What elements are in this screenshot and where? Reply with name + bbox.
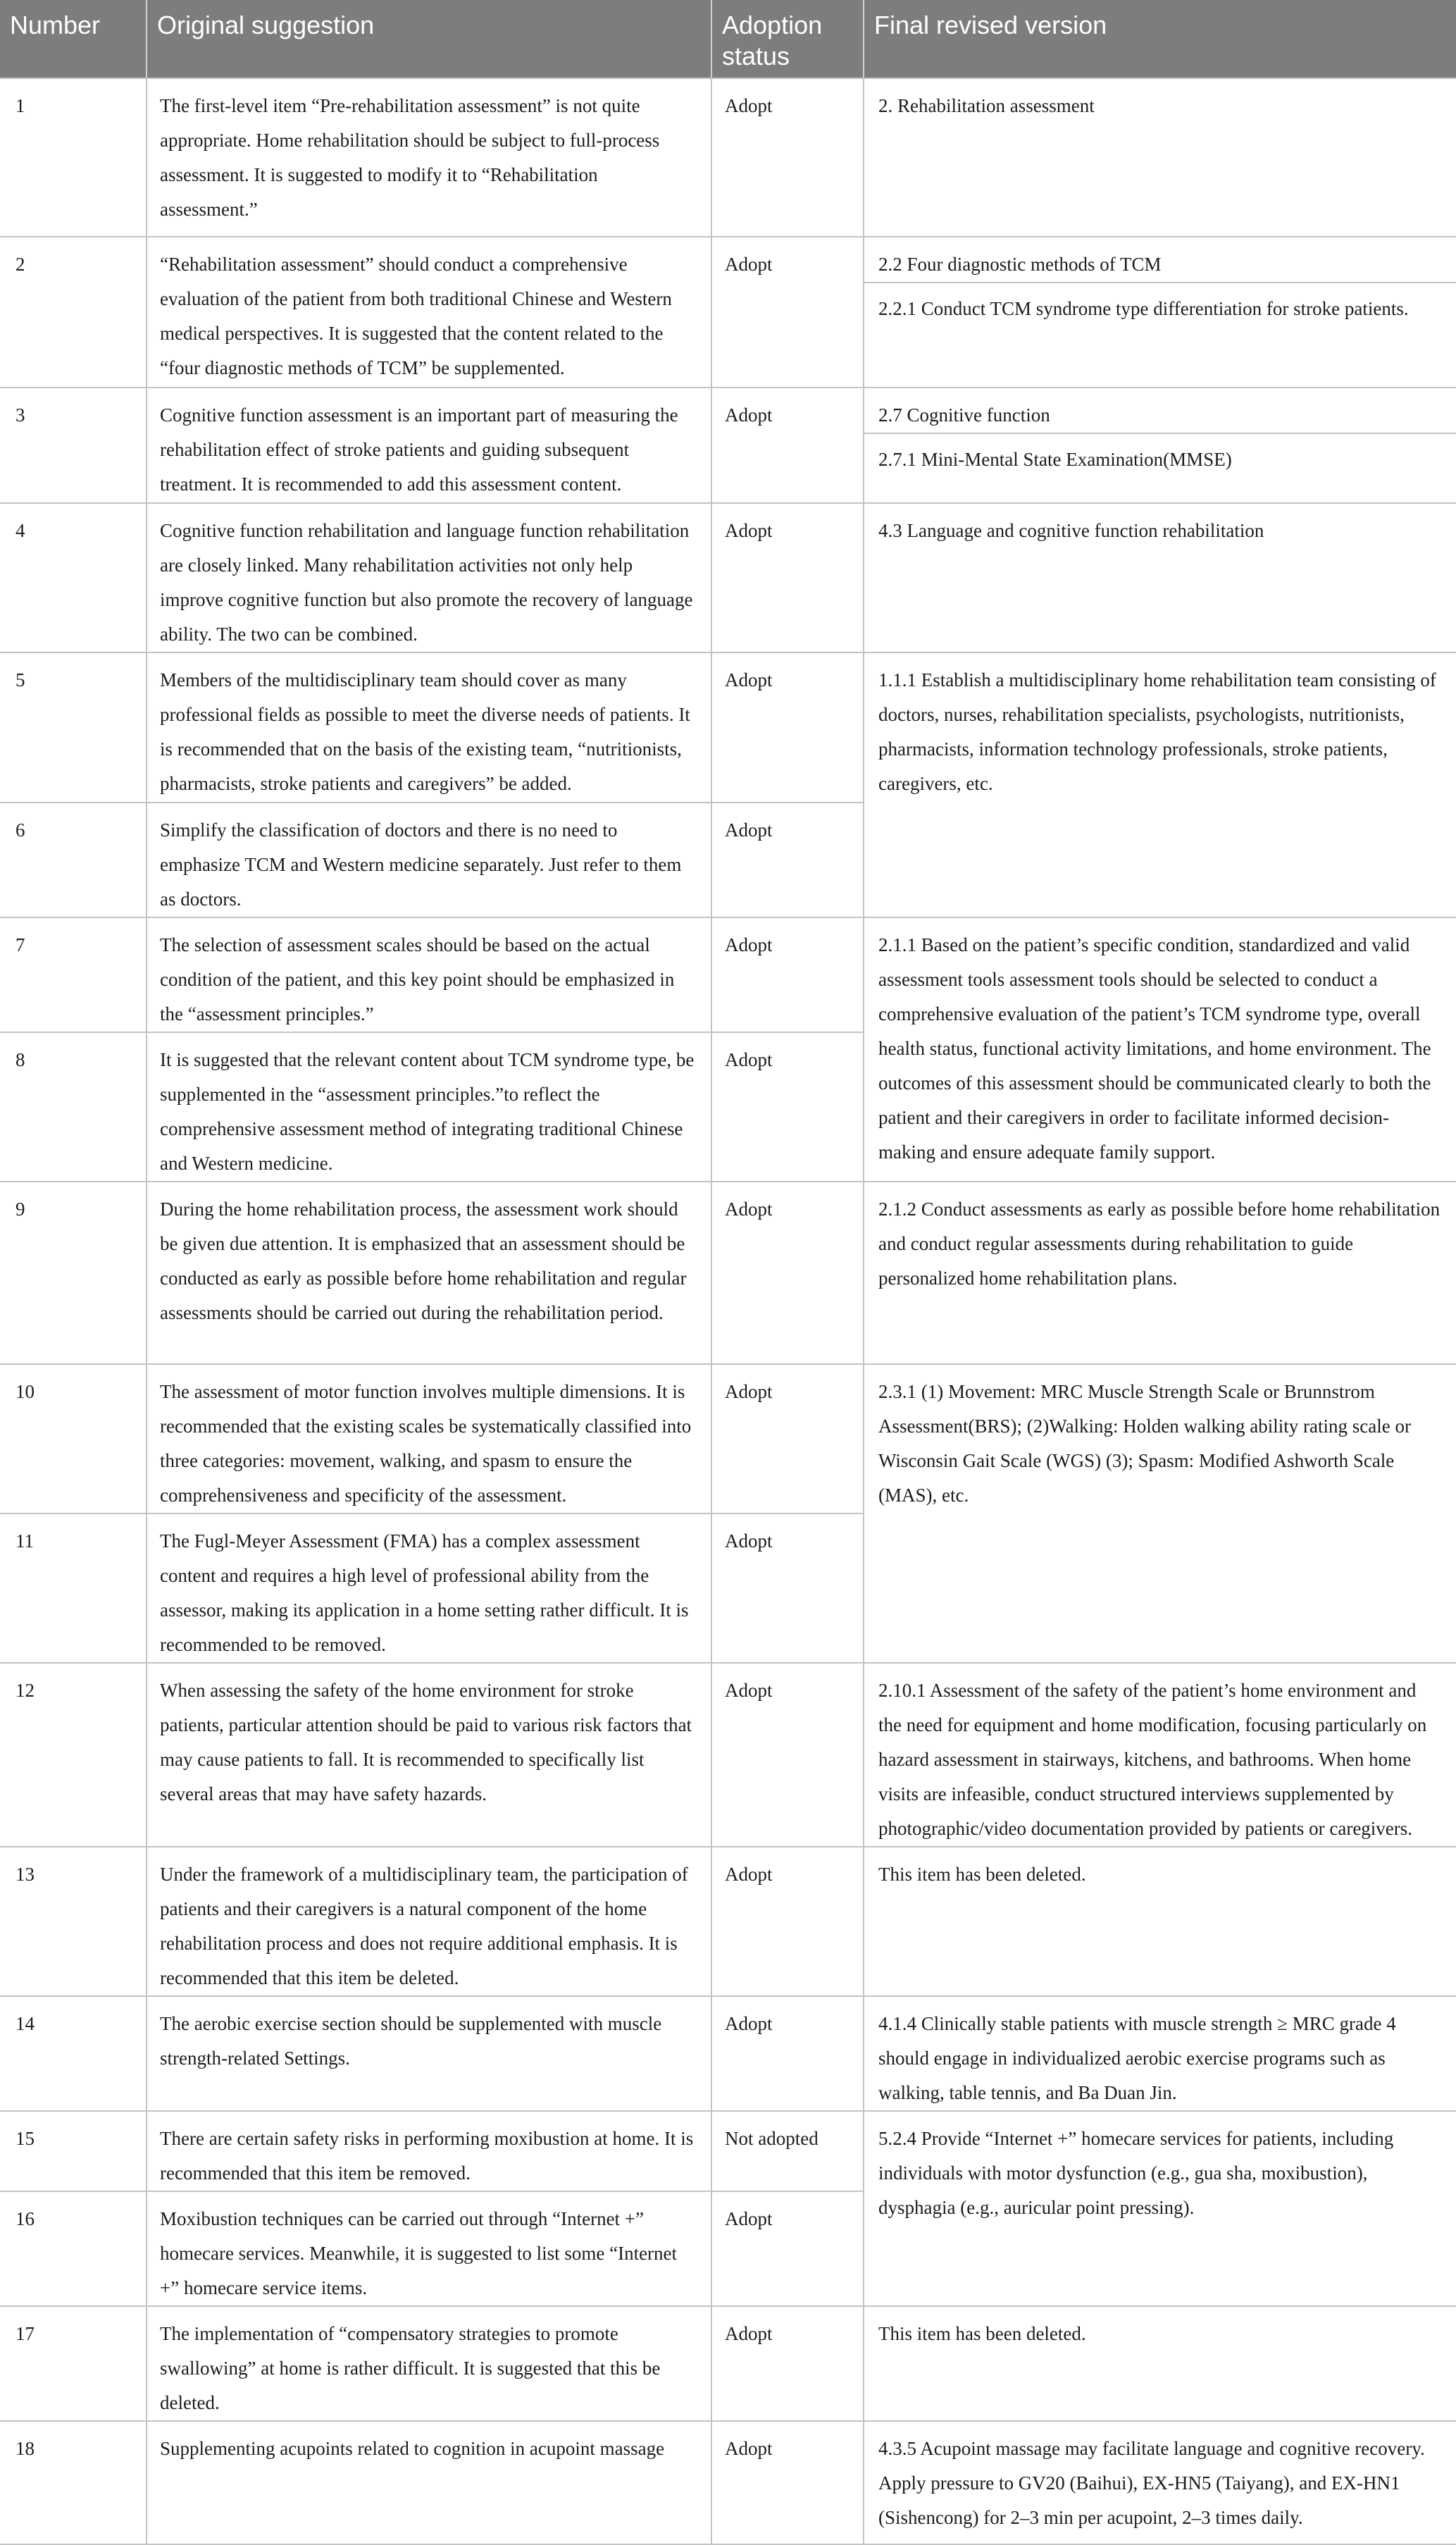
row-suggestion: Members of the multidisciplinary team should cover as many professional fields as possible to meet the diverse needs of patients. It is recommended that on the basis of the existing team, “nutritionists, pharmacists, stroke patients and caregivers” be added. <box>147 652 711 803</box>
table-row <box>0 1663 1456 1847</box>
row-status: Adopt <box>711 1996 864 2111</box>
row-number: 14 <box>0 1996 147 2111</box>
row-status: Adopt <box>711 1847 864 1996</box>
row-status: Adopt <box>711 652 864 803</box>
header-adoption-status: Adoption status <box>711 0 864 78</box>
row-suggestion: It is suggested that the relevant content about TCM syndrome type, be supplemented in the “assessment principles.”to reflect the comprehensive assessment method of integrating traditional Chinese and Western medicine. <box>147 1032 711 1182</box>
row-number: 10 <box>0 1364 147 1513</box>
row-final: 4.3 Language and cognitive function rehabilitation <box>864 503 1456 652</box>
row-final: 2.2.1 Conduct TCM syndrome type differentiation for stroke patients. <box>864 283 1456 388</box>
header-final-revised-version: Final revised version <box>864 0 1456 78</box>
row-final: This item has been deleted. <box>864 2306 1456 2421</box>
row-status: Not adopted <box>711 2111 864 2191</box>
table-row <box>0 2306 1456 2421</box>
table-row <box>0 1847 1456 1996</box>
header-original-suggestion: Original suggestion <box>147 0 711 78</box>
row-status: Adopt <box>711 1513 864 1663</box>
table-row <box>0 1364 1456 1513</box>
row-number: 15 <box>0 2111 147 2191</box>
row-final: 2.7 Cognitive function <box>864 388 1456 433</box>
row-number: 7 <box>0 917 147 1032</box>
row-status: Adopt <box>711 1182 864 1364</box>
row-suggestion: During the home rehabilitation process, the assessment work should be given due attention. It is emphasized that an assessment should be conducted as early as possible before home rehabilitation and regular assessments should be carried out during the rehabilitation period. <box>147 1182 711 1364</box>
row-final: 4.1.4 Clinically stable patients with muscle strength ≥ MRC grade 4 should engage in individualized aerobic exercise programs such as walking, table tennis, and Ba Duan Jin. <box>864 1996 1456 2111</box>
row-number: 3 <box>0 388 147 503</box>
row-number: 5 <box>0 652 147 803</box>
row-status: Adopt <box>711 1663 864 1847</box>
row-suggestion: The Fugl-Meyer Assessment (FMA) has a complex assessment content and requires a high level of professional ability from the assessor, making its application in a home setting rather difficult. It is recommended to be removed. <box>147 1513 711 1663</box>
table-row <box>0 652 1456 803</box>
row-final: 2.1.1 Based on the patient’s specific condition, standardized and valid assessment tools assessment tools should be selected to conduct a comprehensive evaluation of the patient’s TCM syndrome type, overall health status, functional activity limitations, and home environment. The outcomes of this assessment should be communicated clearly to both the patient and their caregivers in order to facilitate informed decision-making and ensure adequate family support. <box>864 917 1456 1182</box>
row-number: 6 <box>0 803 147 917</box>
row-status: Adopt <box>711 388 864 503</box>
header-number: Number <box>0 0 147 78</box>
row-number: 1 <box>0 78 147 237</box>
row-status: Adopt <box>711 1364 864 1513</box>
row-number: 9 <box>0 1182 147 1364</box>
table-row <box>0 78 1456 237</box>
row-final: 2.10.1 Assessment of the safety of the patient’s home environment and the need for equipment and home modification, focusing particularly on hazard assessment in stairways, kitchens, and bathrooms. When home visits are infeasible, conduct structured interviews supplemented by photographic/video documentation provided by patients or caregivers. <box>864 1663 1456 1847</box>
table-row <box>0 1182 1456 1364</box>
header-row <box>0 0 1456 78</box>
table-row <box>0 237 1456 283</box>
row-suggestion: The aerobic exercise section should be supplemented with muscle strength-related Settings. <box>147 1996 711 2111</box>
table-row <box>0 388 1456 433</box>
row-final: 1.1.1 Establish a multidisciplinary home rehabilitation team consisting of doctors, nurses, rehabilitation specialists, psychologists, nutritionists, pharmacists, information technology professionals, stroke patients, caregivers, etc. <box>864 652 1456 917</box>
row-suggestion: Cognitive function assessment is an important part of measuring the rehabilitation effect of stroke patients and guiding subsequent treatment. It is recommended to add this assessment content. <box>147 388 711 503</box>
row-final: 2. Rehabilitation assessment <box>864 78 1456 237</box>
row-suggestion: Moxibustion techniques can be carried out through “Internet +” homecare services. Meanwhile, it is suggested to list some “Internet +” homecare service items. <box>147 2191 711 2306</box>
row-final: 2.2 Four diagnostic methods of TCM <box>864 237 1456 283</box>
row-suggestion: The selection of assessment scales should be based on the actual condition of the patient, and this key point should be emphasized in the “assessment principles.” <box>147 917 711 1032</box>
row-suggestion: Supplementing acupoints related to cognition in acupoint massage <box>147 2421 711 2544</box>
row-suggestion: There are certain safety risks in performing moxibustion at home. It is recommended that this item be removed. <box>147 2111 711 2191</box>
row-suggestion: Under the framework of a multidisciplinary team, the participation of patients and their caregivers is a natural component of the home rehabilitation process and does not require additional emphasis. It is recommended that this item be deleted. <box>147 1847 711 1996</box>
row-suggestion: The first-level item “Pre-rehabilitation assessment” is not quite appropriate. Home rehabilitation should be subject to full-process assessment. It is suggested to modify it to “Rehabilitation assessment.” <box>147 78 711 237</box>
row-final: 4.3.5 Acupoint massage may facilitate language and cognitive recovery. Apply pressure to GV20 (Baihui), EX-HN5 (Taiyang), and EX-HN1 (Sishencong) for 2–3 min per acupoint, 2–3 times daily. <box>864 2421 1456 2544</box>
row-number: 17 <box>0 2306 147 2421</box>
row-status: Adopt <box>711 503 864 652</box>
row-status: Adopt <box>711 1032 864 1182</box>
row-number: 2 <box>0 237 147 388</box>
row-final: 2.3.1 (1) Movement: MRC Muscle Strength Scale or Brunnstrom Assessment(BRS); (2)Walking: Holden walking ability rating scale or Wisconsin Gait Scale (WGS) (3); Spasm: Modified Ashworth Scale (MAS), etc. <box>864 1364 1456 1663</box>
row-number: 8 <box>0 1032 147 1182</box>
row-status: Adopt <box>711 917 864 1032</box>
row-number: 18 <box>0 2421 147 2544</box>
table-row <box>0 917 1456 1032</box>
table-row <box>0 2421 1456 2544</box>
row-suggestion: “Rehabilitation assessment” should conduct a comprehensive evaluation of the patient from both traditional Chinese and Western medical perspectives. It is suggested that the content related to the “four diagnostic methods of TCM” be supplemented. <box>147 237 711 388</box>
row-number: 16 <box>0 2191 147 2306</box>
row-final: This item has been deleted. <box>864 1847 1456 1996</box>
row-final: 2.7.1 Mini-Mental State Examination(MMSE) <box>864 433 1456 503</box>
row-status: Adopt <box>711 803 864 917</box>
table-row <box>0 1996 1456 2111</box>
table-row <box>0 503 1456 652</box>
row-suggestion: Simplify the classification of doctors and there is no need to emphasize TCM and Western medicine separately. Just refer to them as doctors. <box>147 803 711 917</box>
row-status: Adopt <box>711 237 864 388</box>
row-suggestion: The implementation of “compensatory strategies to promote swallowing” at home is rather difficult. It is suggested that this be deleted. <box>147 2306 711 2421</box>
row-number: 11 <box>0 1513 147 1663</box>
row-suggestion: The assessment of motor function involves multiple dimensions. It is recommended that the existing scales be systematically classified into three categories: movement, walking, and spasm to ensure the comprehensiveness and specificity of the assessment. <box>147 1364 711 1513</box>
row-status: Adopt <box>711 78 864 237</box>
row-final: 5.2.4 Provide “Internet +” homecare services for patients, including individuals with motor dysfunction (e.g., gua sha, moxibustion), dysphagia (e.g., auricular point pressing). <box>864 2111 1456 2306</box>
row-status: Adopt <box>711 2421 864 2544</box>
row-number: 12 <box>0 1663 147 1847</box>
row-status: Adopt <box>711 2306 864 2421</box>
row-number: 4 <box>0 503 147 652</box>
row-number: 13 <box>0 1847 147 1996</box>
table-row <box>0 2111 1456 2191</box>
row-status: Adopt <box>711 2191 864 2306</box>
row-final: 2.1.2 Conduct assessments as early as possible before home rehabilitation and conduct regular assessments during rehabilitation to guide personalized home rehabilitation plans. <box>864 1182 1456 1364</box>
row-suggestion: Cognitive function rehabilitation and language function rehabilitation are closely linked. Many rehabilitation activities not only help improve cognitive function but also promote the recovery of language ability. The two can be combined. <box>147 503 711 652</box>
row-suggestion: When assessing the safety of the home environment for stroke patients, particular attention should be paid to various risk factors that may cause patients to fall. It is recommended to specifically list several areas that may have safety hazards. <box>147 1663 711 1847</box>
